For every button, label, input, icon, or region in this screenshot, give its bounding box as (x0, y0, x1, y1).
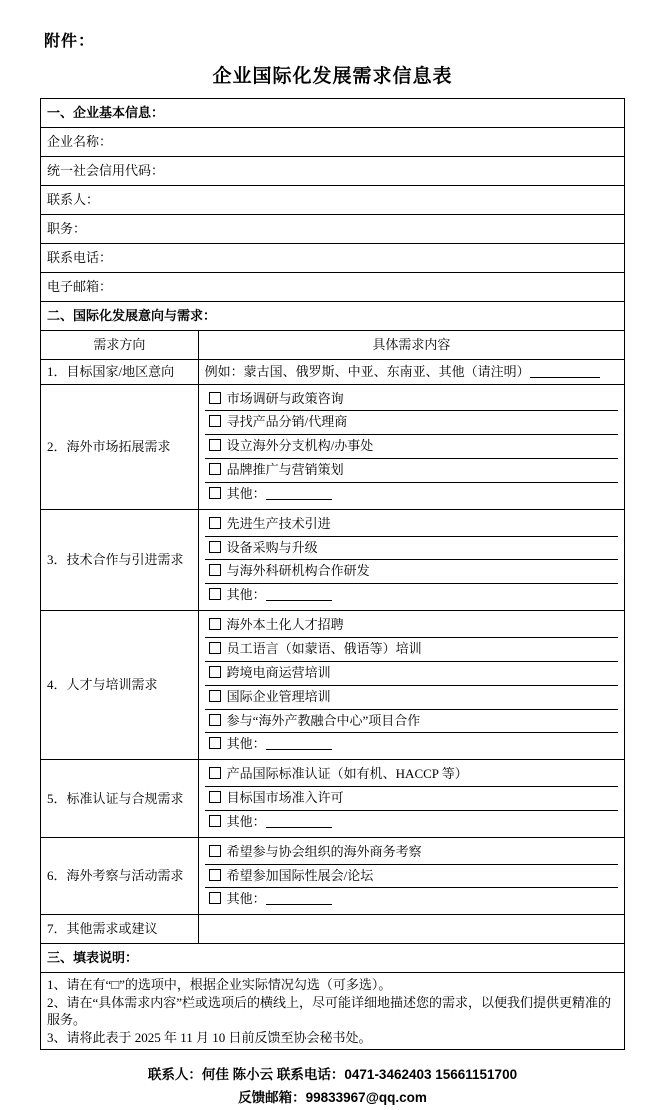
checkbox-icon[interactable] (209, 439, 221, 451)
field-phone[interactable]: 联系电话： (41, 244, 625, 273)
checkbox-icon[interactable] (209, 541, 221, 553)
need-content-2 (198, 384, 624, 509)
footer (40, 1064, 625, 1110)
option-list-4 (205, 614, 618, 756)
option-label: 目标国市场准入许可 (226, 790, 344, 806)
option-label: 先进生产技术引进 (226, 515, 331, 531)
checkbox-icon[interactable] (209, 392, 221, 404)
option-item[interactable] (205, 614, 618, 638)
field-credit-code[interactable]: 统一社会信用代码： (41, 157, 625, 186)
option-label: 跨境电商运营培训 (226, 664, 331, 680)
need-content-7[interactable] (198, 915, 624, 944)
option-item[interactable] (205, 763, 618, 787)
table-row (41, 360, 625, 385)
option-other-blank[interactable] (266, 827, 332, 828)
option-item[interactable] (205, 710, 618, 734)
footer-email: 反馈邮箱：99833967@qq.com (238, 1090, 427, 1106)
table-row (41, 384, 625, 509)
checkbox-icon[interactable] (209, 815, 221, 827)
table-header-row (41, 331, 625, 360)
footer-contact: 联系人：何佳 陈小云 联系电话：0471-3462403 15661151700 (147, 1067, 518, 1083)
option-label: 员工语言（如蒙语、俄语等）培训 (226, 640, 422, 656)
checkbox-icon[interactable] (209, 642, 221, 654)
option-label: 参与“海外产教融合中心”项目合作 (226, 712, 421, 728)
checkbox-icon[interactable] (209, 690, 221, 702)
section-heading-row-needs (41, 302, 625, 331)
section1-heading: 一、企业基本信息： (41, 99, 625, 128)
section-heading-row-basic (41, 99, 625, 128)
option-other-blank[interactable] (266, 904, 332, 905)
option-item-other[interactable] (205, 888, 618, 911)
option-label: 国际企业管理培训 (226, 688, 331, 704)
option-list-5 (205, 763, 618, 834)
form-table (40, 98, 625, 1050)
need-content-1[interactable] (198, 360, 624, 385)
checkbox-icon[interactable] (209, 415, 221, 427)
checkbox-icon[interactable] (209, 517, 221, 529)
option-other-blank[interactable] (266, 600, 332, 601)
option-item[interactable] (205, 388, 618, 412)
need-direction-1: 1．目标国家/地区意向 (41, 360, 199, 385)
field-company-name[interactable]: 企业名称： (41, 128, 625, 157)
col-header-content: 具体需求内容 (198, 331, 624, 360)
field-position[interactable]: 职务： (41, 215, 625, 244)
notes-cell (41, 973, 625, 1050)
attachment-label: 附件： (44, 33, 96, 50)
option-label: 设备采购与升级 (226, 539, 318, 555)
page-title: 企业国际化发展需求信息表 (212, 66, 453, 87)
checkbox-icon[interactable] (209, 463, 221, 475)
option-item[interactable] (205, 537, 618, 561)
checkbox-icon[interactable] (209, 618, 221, 630)
need-direction-4: 4．人才与培训需求 (41, 611, 199, 760)
checkbox-icon[interactable] (209, 791, 221, 803)
option-label: 品牌推广与营销策划 (226, 462, 344, 478)
checkbox-icon[interactable] (209, 588, 221, 600)
option-label: 设立海外分支机构/办事处 (226, 438, 374, 454)
option-label: 其他： (226, 485, 266, 501)
option-other-blank[interactable] (266, 749, 332, 750)
option-item[interactable] (205, 638, 618, 662)
checkbox-icon[interactable] (209, 892, 221, 904)
checkbox-icon[interactable] (209, 737, 221, 749)
field-row-contact-person[interactable] (41, 186, 625, 215)
field-row-credit-code[interactable] (41, 157, 625, 186)
need-content-5 (198, 760, 624, 838)
option-item[interactable] (205, 411, 618, 435)
field-row-phone[interactable] (41, 244, 625, 273)
table-row (41, 915, 625, 944)
option-item[interactable] (205, 865, 618, 889)
need-content-3 (198, 509, 624, 610)
option-label: 市场调研与政策咨询 (226, 390, 344, 406)
option-item-other[interactable] (205, 483, 618, 506)
option-item-other[interactable] (205, 584, 618, 607)
notes-row (41, 973, 625, 1050)
field-contact-person[interactable]: 联系人： (41, 186, 625, 215)
option-label: 其他： (226, 736, 266, 752)
need-direction-2: 2．海外市场拓展需求 (41, 384, 199, 509)
field-email[interactable]: 电子邮箱： (41, 273, 625, 302)
col-header-direction: 需求方向 (41, 331, 199, 360)
need-direction-5: 5．标准认证与合规需求 (41, 760, 199, 838)
option-label: 产品国际标准认证（如有机、HACCP 等） (226, 766, 468, 782)
option-item[interactable] (205, 841, 618, 865)
option-item[interactable] (205, 686, 618, 710)
checkbox-icon[interactable] (209, 845, 221, 857)
table-row (41, 837, 625, 915)
option-item[interactable] (205, 787, 618, 811)
option-item[interactable] (205, 560, 618, 584)
need-direction-3: 3．技术合作与引进需求 (41, 509, 199, 610)
option-label: 其他： (226, 891, 266, 907)
section3-heading: 三、填表说明： (41, 944, 625, 973)
option-other-blank[interactable] (266, 499, 332, 500)
option-item-other[interactable] (205, 811, 618, 834)
option-list-3 (205, 513, 618, 607)
field-row-company-name[interactable] (41, 128, 625, 157)
checkbox-icon[interactable] (209, 487, 221, 499)
need-direction-7: 7．其他需求或建议 (41, 915, 199, 944)
option-label: 海外本土化人才招聘 (226, 617, 344, 633)
option-list-2 (205, 388, 618, 506)
checkbox-icon[interactable] (209, 869, 221, 881)
field-row-position[interactable] (41, 215, 625, 244)
need-content-1-text: 例如：蒙古国、俄罗斯、中亚、东南亚、其他（请注明） (204, 364, 530, 379)
checkbox-icon[interactable] (209, 714, 221, 726)
option-item[interactable] (205, 662, 618, 686)
need-content-6 (198, 837, 624, 915)
table-row (41, 611, 625, 760)
note-line-1: 1、请在有“□”的选项中，根据企业实际情况勾选（可多选）。 (47, 977, 392, 993)
option-label: 希望参与协会组织的海外商务考察 (226, 843, 422, 859)
section-heading-row-notes (41, 944, 625, 973)
field-row-email[interactable] (41, 273, 625, 302)
option-label: 希望参加国际性展会/论坛 (226, 867, 374, 883)
option-label: 其他： (226, 587, 266, 603)
checkbox-icon[interactable] (209, 666, 221, 678)
option-label: 与海外科研机构合作研发 (226, 563, 370, 579)
option-item[interactable] (205, 513, 618, 537)
need-content-4 (198, 611, 624, 760)
option-item-other[interactable] (205, 733, 618, 756)
need-content-1-blank[interactable] (530, 377, 600, 378)
checkbox-icon[interactable] (209, 767, 221, 779)
table-row (41, 760, 625, 838)
option-label: 寻找产品分销/代理商 (226, 414, 348, 430)
section2-heading: 二、国际化发展意向与需求： (41, 302, 625, 331)
option-item[interactable] (205, 435, 618, 459)
note-line-3: 3、请将此表于 2025 年 11 月 10 日前反馈至协会秘书处。 (47, 1029, 372, 1045)
checkbox-icon[interactable] (209, 564, 221, 576)
note-line-2: 2、请在“具体需求内容”栏或选项后的横线上，尽可能详细地描述您的需求，以便我们提供更精准的服务。 (47, 994, 612, 1028)
option-label: 其他： (226, 813, 266, 829)
table-row (41, 509, 625, 610)
need-direction-6: 6．海外考察与活动需求 (41, 837, 199, 915)
option-item[interactable] (205, 459, 618, 483)
option-list-6 (205, 841, 618, 912)
